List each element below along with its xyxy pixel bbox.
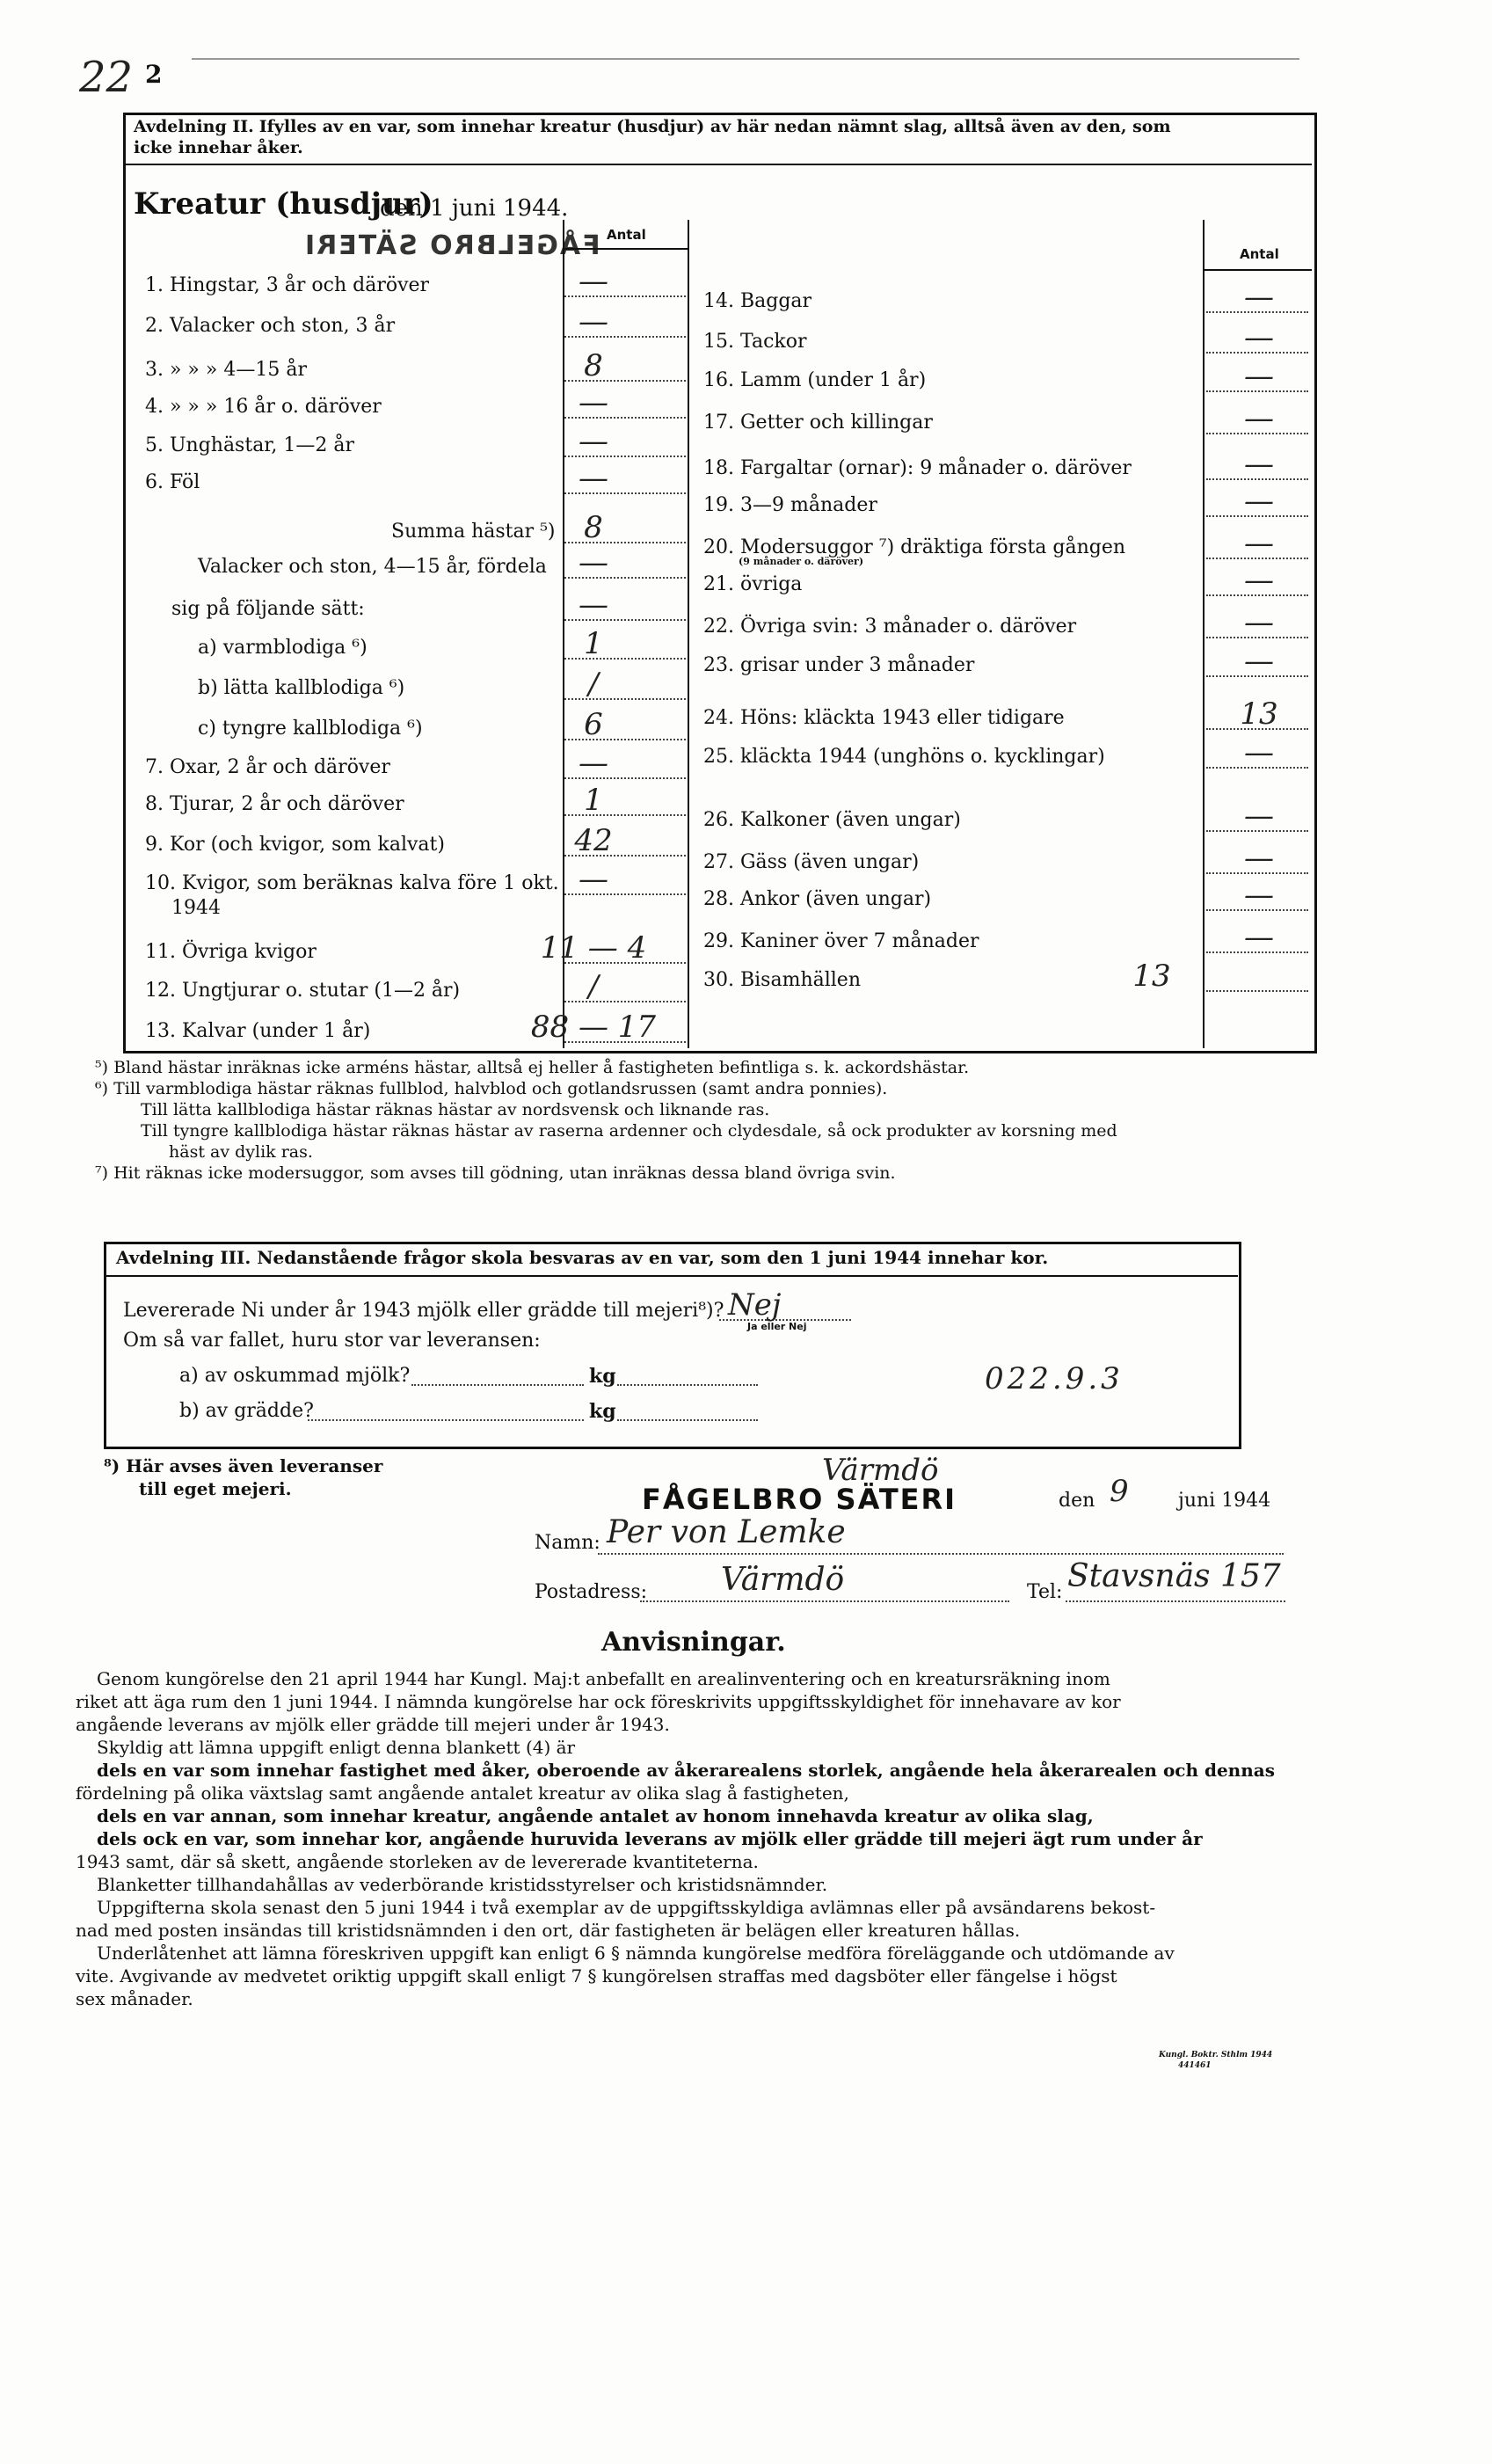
- tel-handwritten: Stavsnäs 157: [1067, 1558, 1281, 1594]
- livestock-count: —: [1244, 526, 1274, 561]
- livestock-count: —: [1244, 644, 1274, 679]
- count-line: [1206, 675, 1308, 677]
- count-line: [564, 1041, 686, 1043]
- livestock-row-right: [739, 556, 863, 567]
- qb-unit: kg: [589, 1400, 616, 1423]
- livestock-label: a) varmblodiga ⁶): [198, 637, 368, 659]
- count-line: [1206, 728, 1308, 730]
- section2-date: den 1 juni 1944.: [380, 195, 569, 222]
- page-number: 22: [79, 53, 134, 102]
- livestock-count: —: [1244, 878, 1274, 913]
- count-line: [564, 417, 686, 419]
- livestock-label: 3. » » » 4—15 år: [145, 359, 307, 381]
- livestock-count: —: [579, 424, 608, 459]
- instruction-line: fördelning på olika växtslag samt angående antalet kreatur av olika slag å fastigheten,: [76, 1782, 849, 1804]
- count-line: [564, 492, 686, 494]
- livestock-count: —: [1244, 320, 1274, 355]
- instruction-line: Uppgifterna skola senast den 5 juni 1944 i två exemplar av de uppgiftsskyldiga avlämnas eller på avsändarens bekost-: [97, 1897, 1156, 1918]
- livestock-row-left: [145, 315, 395, 337]
- livestock-count: —: [1244, 401, 1274, 436]
- livestock-count: —: [1244, 359, 1274, 394]
- mirrored-stamp: FÅGELBRO SÄTERI: [303, 230, 600, 261]
- count-line: [564, 893, 686, 895]
- livestock-label: 9. Kor (och kvigor, som kalvat): [145, 834, 445, 856]
- livestock-row-right: [703, 851, 919, 873]
- livestock-label: c) tyngre kallblodiga ⁶): [198, 718, 423, 740]
- livestock-row-right: [703, 616, 1076, 638]
- section3-heading: Avdelning III. Nedanstående frågor skola besvaras av en var, som den 1 juni 1944 innehar kor.: [116, 1247, 1049, 1268]
- livestock-row-left: [145, 756, 390, 778]
- right-col-divider: [1203, 220, 1205, 1048]
- place-handwritten: Värmdö: [822, 1453, 939, 1488]
- livestock-label: 25. kläckta 1944 (unghöns o. kycklingar): [703, 746, 1105, 768]
- tel-label: Tel:: [1027, 1581, 1063, 1603]
- livestock-label: 18. Fargaltar (ornar): 9 månader o. däröver: [703, 457, 1132, 479]
- antal-header-left: Antal: [607, 227, 646, 243]
- livestock-label: 28. Ankor (även ungar): [703, 888, 932, 910]
- livestock-count: —: [1244, 484, 1274, 519]
- livestock-row-right: [703, 369, 926, 391]
- count-line: [1206, 872, 1308, 874]
- section3-qb: b) av grädde?: [179, 1400, 314, 1422]
- section3-qa: a) av oskummad mjölk?: [179, 1365, 411, 1387]
- livestock-row-right: [703, 707, 1065, 729]
- count-line: [1206, 637, 1308, 638]
- postadress-label: Postadress:: [535, 1581, 648, 1603]
- instruction-line: Genom kungörelse den 21 april 1944 har Kungl. Maj:t anbefallt en arealinventering och en kreatursräkning inom: [97, 1668, 1110, 1689]
- livestock-row-left: [145, 274, 429, 296]
- livestock-count: 6: [584, 707, 603, 742]
- count-line: [564, 336, 686, 338]
- count-line: [1206, 594, 1308, 596]
- footnote-6d: häst av dylik ras.: [169, 1142, 313, 1162]
- section3-q2: Om så var fallet, huru stor var leveransen:: [123, 1330, 541, 1352]
- livestock-count: 42: [574, 823, 613, 858]
- date-den: den: [1059, 1490, 1095, 1512]
- section3-heading-rule: [106, 1275, 1238, 1277]
- livestock-label: Valacker och ston, 4—15 år, fördela: [198, 556, 547, 578]
- namn-label: Namn:: [535, 1532, 600, 1554]
- instruction-line: Blanketter tillhandahållas av vederbörande kristidsstyrelser och kristidsnämnder.: [97, 1874, 828, 1895]
- livestock-label: 10. Kvigor, som beräknas kalva före 1 okt.: [145, 872, 559, 894]
- livestock-label: 12. Ungtjurar o. stutar (1—2 år): [145, 980, 461, 1002]
- livestock-label: 26. Kalkoner (även ungar): [703, 809, 961, 831]
- count-line: [564, 814, 686, 816]
- livestock-row-left: [171, 897, 221, 919]
- livestock-label: (9 månader o. däröver): [739, 556, 864, 567]
- footnote-7: ⁷) Hit räknas icke modersuggor, som avses till gödning, utan inräknas dessa bland övriga svin.: [95, 1163, 896, 1183]
- livestock-row-left: [145, 1020, 370, 1042]
- count-line: [564, 295, 686, 297]
- instructions-title: Anvisningar.: [601, 1627, 786, 1658]
- count-line: [1206, 352, 1308, 354]
- q1-answer: Nej: [728, 1287, 782, 1323]
- qb-line: [308, 1419, 584, 1421]
- livestock-row-left: [145, 834, 445, 856]
- livestock-label: 30. Bisamhällen: [703, 969, 861, 991]
- livestock-row-right: [703, 457, 1132, 479]
- count-line: [564, 658, 686, 660]
- livestock-row-right: [703, 573, 802, 595]
- livestock-label: 17. Getter och killingar: [703, 412, 933, 434]
- livestock-row-right: [703, 809, 961, 831]
- page-number-small: 2: [145, 60, 163, 89]
- instruction-line: dels en var annan, som innehar kreatur, angående antalet av honom innehavda kreatur av olika slag,: [97, 1805, 1094, 1826]
- qa-unit: kg: [589, 1365, 616, 1388]
- instruction-line: Underlåtenhet att lämna föreskriven uppgift kan enligt 6 § nämnda kungörelse medföra föreläggande och utdömande av: [97, 1943, 1175, 1964]
- count-line: [1206, 990, 1308, 992]
- livestock-row-right: [703, 331, 806, 353]
- instructions-text: [76, 1667, 1289, 2010]
- livestock-count: —: [579, 304, 608, 339]
- livestock-label: 2. Valacker och ston, 3 år: [145, 315, 396, 337]
- livestock-count: 1: [584, 626, 603, 661]
- count-line: [564, 577, 686, 579]
- date-day: 9: [1110, 1474, 1129, 1509]
- section2-intro: [134, 116, 1307, 158]
- footnote-6b: Till lätta kallblodiga hästar räknas hästar av nordsvensk och liknande ras.: [141, 1100, 770, 1119]
- instruction-line: nad med posten insändas till kristidsnämnden i den ort, där fastigheten är belägen eller kreaturen hållas.: [76, 1920, 1021, 1941]
- printer-line2: 441461: [1178, 2061, 1212, 2070]
- livestock-count: —: [1244, 920, 1274, 955]
- livestock-row-left: [198, 718, 423, 740]
- livestock-label: 16. Lamm (under 1 år): [703, 369, 927, 391]
- count-line: [1206, 311, 1308, 313]
- livestock-row-left: [145, 793, 404, 815]
- livestock-row-left: [145, 980, 460, 1002]
- livestock-count: —: [579, 461, 608, 496]
- livestock-label: 4. » » » 16 år o. däröver: [145, 396, 382, 418]
- livestock-label: 1944: [171, 897, 221, 919]
- livestock-label: 11. Övriga kvigor: [145, 941, 317, 963]
- livestock-label: 29. Kaniner över 7 månader: [703, 930, 979, 952]
- instruction-line: riket att äga rum den 1 juni 1944. I nämnda kungörelse har ock föreskrivits uppgiftsskyldighet för innehavare av kor: [76, 1691, 1121, 1712]
- qb-unit-line: [617, 1419, 758, 1421]
- footnotes: [95, 1057, 1317, 1184]
- handwritten-code: 022.9.3: [985, 1361, 1124, 1396]
- fagelbro-stamp: FÅGELBRO SÄTERI: [642, 1483, 957, 1516]
- livestock-count: 13: [1132, 959, 1171, 994]
- count-line: [1206, 767, 1308, 769]
- count-line: [564, 456, 686, 457]
- livestock-label: 22. Övriga svin: 3 månader o. däröver: [703, 616, 1077, 638]
- livestock-label: 14. Baggar: [703, 290, 812, 312]
- livestock-count: —: [1244, 563, 1274, 598]
- instruction-line: dels en var som innehar fastighet med åker, oberoende av åkerarealens storlek, angående hela åkerarealen och dennas: [97, 1760, 1275, 1781]
- livestock-row-right: [703, 969, 861, 991]
- section2-intro-line2: icke innehar åker.: [134, 138, 303, 157]
- section2-intro-line1: Ifylles av en var, som innehar kreatur (husdjur) av här nedan nämnt slag, alltså även av den, som: [258, 117, 1171, 136]
- count-line: [1206, 390, 1308, 392]
- livestock-count: —: [579, 545, 608, 580]
- instruction-line: 1943 samt, där så skett, angående storleken av de levererade kvantiteterna.: [76, 1851, 759, 1872]
- intro-rule: [125, 164, 1312, 165]
- section2-title: Kreatur (husdjur): [134, 186, 433, 222]
- livestock-row-right: [703, 290, 812, 312]
- qa-line: [411, 1384, 584, 1386]
- date-month-year: juni 1944: [1178, 1490, 1271, 1512]
- livestock-label: 23. grisar under 3 månader: [703, 654, 975, 676]
- livestock-count: —: [1244, 841, 1274, 876]
- livestock-row-left: [145, 434, 354, 456]
- printer-line1: Kungl. Boktr. Sthlm 1944: [1159, 2051, 1273, 2059]
- livestock-count: 1: [584, 783, 603, 818]
- postadress-line: [640, 1600, 1009, 1602]
- livestock-count: 13: [1240, 696, 1278, 732]
- q1-hint: Ja eller Nej: [747, 1321, 807, 1332]
- instruction-line: dels ock en var, som innehar kor, angående huruvida leverans av mjölk eller grädde till mejeri ägt rum under år: [97, 1828, 1203, 1849]
- livestock-row-left: [145, 471, 200, 493]
- section2-heading: Avdelning II.: [134, 117, 254, 136]
- livestock-label: sig på följande sätt:: [171, 598, 365, 620]
- count-line: [564, 1001, 686, 1002]
- antal-header-rule-right: [1203, 269, 1312, 271]
- livestock-label: 1. Hingstar, 3 år och däröver: [145, 274, 430, 296]
- postadress-handwritten: Värmdö: [721, 1562, 845, 1598]
- count-line: [1206, 478, 1308, 480]
- livestock-row-right: [703, 888, 931, 910]
- livestock-count: —: [1244, 280, 1274, 315]
- count-line: [1206, 909, 1308, 911]
- count-line: [1206, 951, 1308, 953]
- count-line: [1206, 433, 1308, 434]
- livestock-count: —: [1244, 798, 1274, 834]
- footnote-6: ⁶) Till varmblodiga hästar räknas fullblod, halvblod och gotlandsrussen (samt andra ponnies).: [95, 1079, 888, 1098]
- livestock-row-left: [145, 941, 317, 963]
- livestock-row-left: [171, 598, 365, 620]
- livestock-row-right: [703, 746, 1105, 768]
- livestock-count: /: [588, 667, 599, 702]
- livestock-count: 88 — 17: [530, 1010, 657, 1045]
- livestock-label: 8. Tjurar, 2 år och däröver: [145, 793, 404, 815]
- count-line: [564, 855, 686, 857]
- top-rule: [192, 58, 1299, 60]
- livestock-count: —: [579, 746, 608, 781]
- livestock-count: —: [1244, 447, 1274, 482]
- livestock-label: b) lätta kallblodiga ⁶): [198, 677, 405, 699]
- livestock-label: 24. Höns: kläckta 1943 eller tidigare: [703, 707, 1065, 729]
- count-line: [564, 962, 686, 964]
- antal-header-rule-left: [563, 248, 688, 250]
- livestock-label: 21. övriga: [703, 573, 803, 595]
- livestock-count: —: [579, 385, 608, 420]
- instruction-line: Skyldig att lämna uppgift enligt denna blankett (4) är: [97, 1737, 576, 1758]
- tel-line: [1066, 1600, 1285, 1602]
- namn-line: [598, 1553, 1284, 1555]
- footnote-6c: Till tyngre kallblodiga hästar räknas hästar av raserna ardenner och clydesdale, så ock produkter av korsning med: [141, 1121, 1117, 1141]
- footnote-8-line1: ⁸) Här avses även leveranser: [104, 1455, 383, 1476]
- livestock-label: 15. Tackor: [703, 331, 807, 353]
- livestock-count: —: [1244, 735, 1274, 770]
- count-line: [1206, 830, 1308, 832]
- livestock-row-left: [198, 677, 404, 699]
- livestock-row-right: [703, 412, 933, 434]
- livestock-row-right: [703, 930, 979, 952]
- count-line: [1206, 515, 1308, 517]
- footnote-8: [104, 1454, 382, 1500]
- instruction-line: angående leverans av mjölk eller grädde till mejeri under år 1943.: [76, 1714, 670, 1735]
- livestock-count: 8: [584, 510, 603, 545]
- antal-header-right: Antal: [1240, 246, 1279, 262]
- footnote-5: ⁵) Bland hästar inräknas icke arméns hästar, alltså ej heller å fastigheten befintliga s. k. ackordshästar.: [95, 1058, 970, 1077]
- count-line: [564, 619, 686, 621]
- livestock-row-right: [703, 654, 974, 676]
- livestock-count: —: [579, 862, 608, 897]
- livestock-label: 27. Gäss (även ungar): [703, 851, 920, 873]
- footnote-8-line2: till eget mejeri.: [139, 1478, 292, 1499]
- livestock-label: 7. Oxar, 2 år och däröver: [145, 756, 390, 778]
- livestock-row-left: [145, 396, 382, 418]
- livestock-count: 8: [584, 348, 603, 383]
- livestock-count: 11 — 4: [540, 930, 647, 966]
- livestock-label: 20. Modersuggor ⁷) dräktiga första gången: [703, 536, 1126, 558]
- instruction-line: vite. Avgivande av medvetet oriktig uppgift skall enligt 7 § kungörelsen straffas med dagsböter eller fängelse i högst: [76, 1965, 1117, 1987]
- count-line: [564, 698, 686, 700]
- qa-unit-line: [617, 1384, 758, 1386]
- count-line: [564, 542, 686, 543]
- livestock-row-left: [145, 359, 307, 381]
- livestock-row-left: [198, 637, 368, 659]
- livestock-row-right: [703, 494, 877, 516]
- namn-handwritten: Per von Lemke: [607, 1514, 846, 1550]
- livestock-label: 13. Kalvar (under 1 år): [145, 1020, 371, 1042]
- instruction-line: sex månader.: [76, 1988, 193, 2009]
- count-line: [564, 777, 686, 779]
- count-line: [564, 380, 686, 382]
- livestock-count: —: [1244, 605, 1274, 640]
- livestock-label: 19. 3—9 månader: [703, 494, 877, 516]
- livestock-count: —: [579, 264, 608, 299]
- livestock-label: 5. Unghästar, 1—2 år: [145, 434, 355, 456]
- count-line: [564, 739, 686, 740]
- livestock-label: 6. Föl: [145, 471, 200, 493]
- livestock-count: —: [579, 587, 608, 623]
- section3-q1: Levererade Ni under år 1943 mjölk eller grädde till mejeri⁸)?: [123, 1300, 724, 1322]
- count-line: [1206, 558, 1308, 559]
- livestock-count: /: [588, 969, 599, 1004]
- livestock-label: Summa hästar ⁵): [391, 521, 556, 543]
